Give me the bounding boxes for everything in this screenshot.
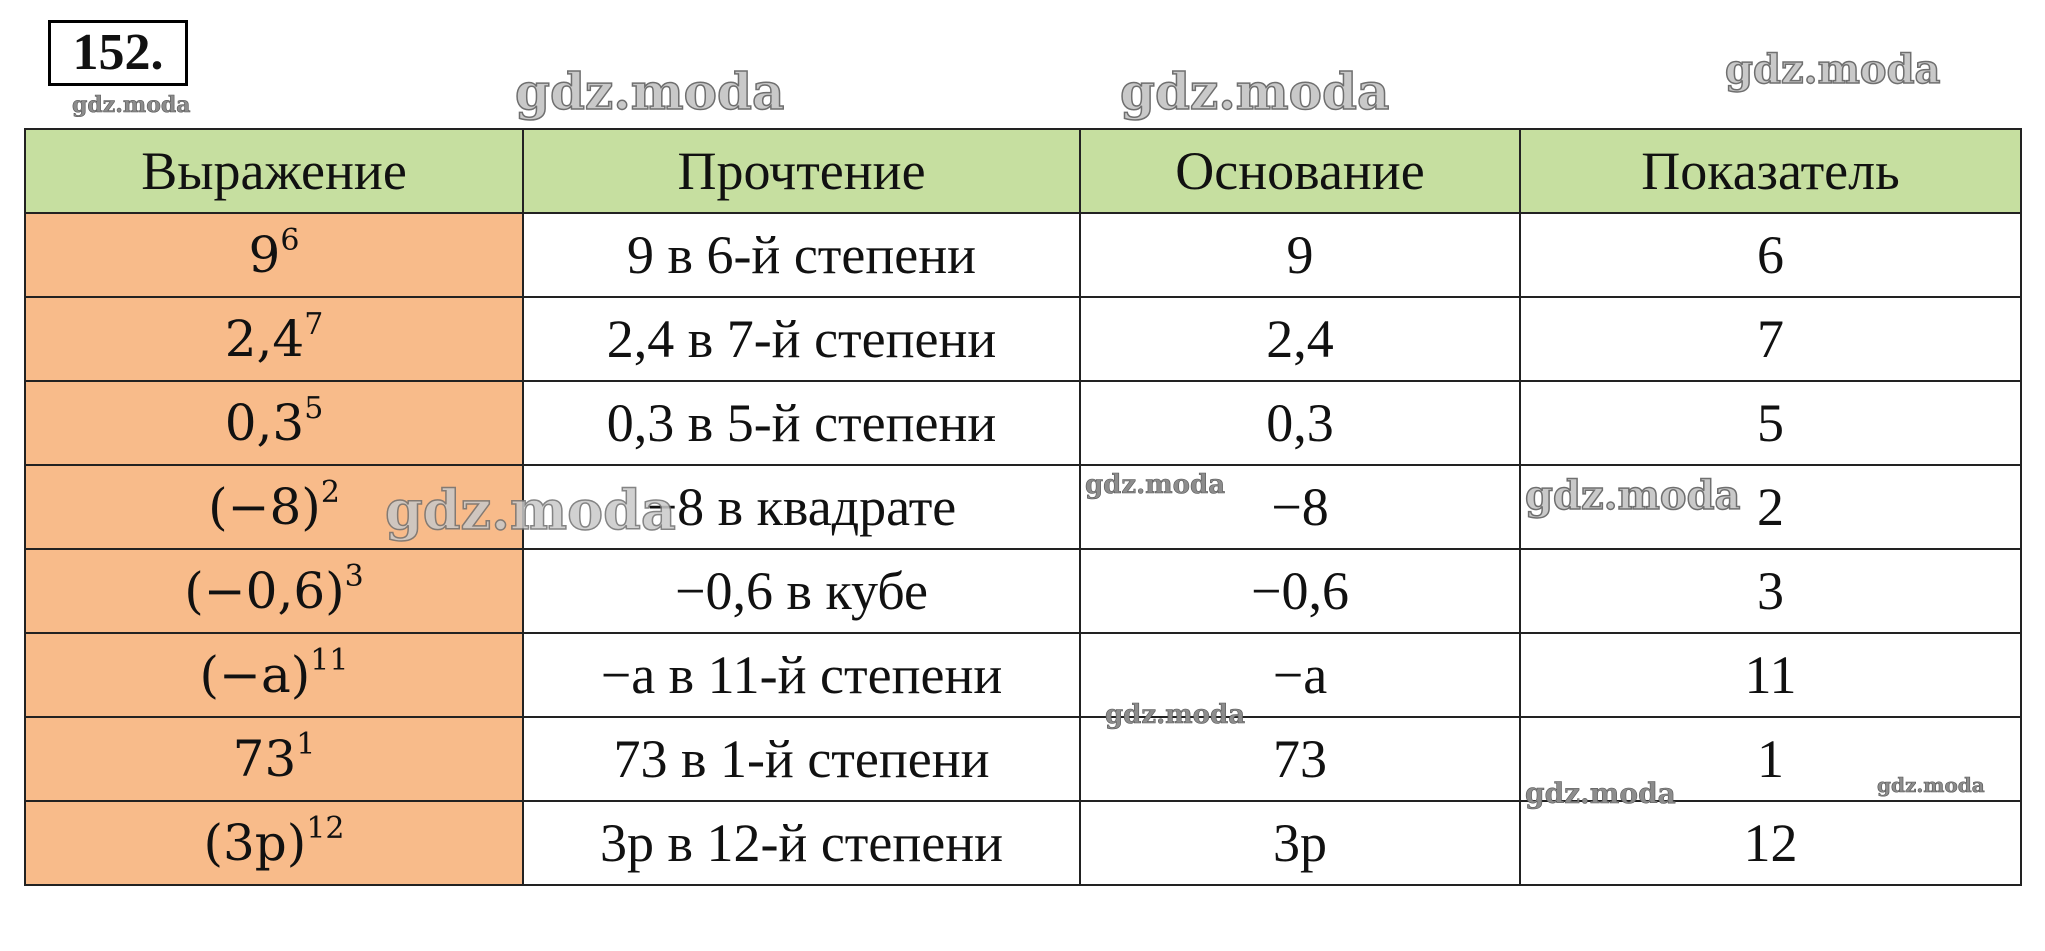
- expression-cell: [25, 297, 523, 381]
- watermark: gdz.moda: [1525, 777, 1676, 810]
- reading-cell: 9 в 6-й степени: [523, 213, 1080, 297]
- base-cell: −a: [1080, 633, 1520, 717]
- reading-cell: 73 в 1-й степени: [523, 717, 1080, 801]
- expression-exponent: 7: [304, 307, 324, 342]
- expression-base: 0,3: [224, 394, 305, 452]
- reading-cell: −8 в квадрате: [523, 465, 1080, 549]
- exponent-cell: 11: [1520, 633, 2021, 717]
- watermark: gdz.moda: [1085, 470, 1226, 500]
- expression-base: 2,4: [224, 310, 305, 368]
- expression-cell: [25, 717, 523, 801]
- exponent-cell: 7: [1520, 297, 2021, 381]
- expression-exponent: 11: [310, 643, 349, 678]
- header-exponent: Показатель: [1520, 129, 2021, 213]
- expression-exponent: 3: [344, 559, 364, 594]
- task-number: 152.: [48, 20, 188, 86]
- expression-base: (3p): [203, 814, 307, 872]
- expression-exponent: 12: [306, 811, 345, 846]
- base-cell: 0,3: [1080, 381, 1520, 465]
- expression-base: (−0,6): [184, 562, 345, 620]
- table-row: [25, 465, 2021, 549]
- exponent-cell: 12: [1520, 801, 2021, 885]
- table-row: [25, 549, 2021, 633]
- expression-exponent: 5: [304, 391, 324, 426]
- expression-cell: [25, 549, 523, 633]
- header-row: [25, 129, 2021, 213]
- watermark: gdz.moda: [1725, 46, 1941, 93]
- exponent-cell: 1: [1520, 717, 2021, 801]
- expression-base: (−a): [199, 646, 311, 704]
- table-row: [25, 717, 2021, 801]
- expression-exponent: 1: [296, 727, 316, 762]
- header-reading: Прочтение: [523, 129, 1080, 213]
- expression-base: (−8): [208, 478, 321, 536]
- base-cell: −8: [1080, 465, 1520, 549]
- expression-cell: [25, 381, 523, 465]
- expression-cell: [25, 465, 523, 549]
- base-cell: 9: [1080, 213, 1520, 297]
- exponent-cell: 5: [1520, 381, 2021, 465]
- watermark: gdz.moda: [1525, 472, 1741, 519]
- exponent-cell: 3: [1520, 549, 2021, 633]
- reading-cell: 0,3 в 5-й степени: [523, 381, 1080, 465]
- reading-cell: 2,4 в 7-й степени: [523, 297, 1080, 381]
- expression-base: 9: [248, 226, 281, 284]
- reading-cell: 3p в 12-й степени: [523, 801, 1080, 885]
- base-cell: 3p: [1080, 801, 1520, 885]
- header-expression: Выражение: [25, 129, 523, 213]
- watermark: gdz.moda: [385, 478, 676, 542]
- watermark: gdz.moda: [72, 92, 191, 118]
- watermark: gdz.moda: [1105, 700, 1246, 730]
- table-row: [25, 213, 2021, 297]
- table-row: [25, 297, 2021, 381]
- expression-base: 73: [232, 730, 297, 788]
- expression-exponent: 2: [320, 475, 340, 510]
- watermark: gdz.moda: [1120, 62, 1390, 121]
- watermark: gdz.moda: [1877, 773, 1985, 797]
- reading-cell: −a в 11-й степени: [523, 633, 1080, 717]
- expression-cell: [25, 801, 523, 885]
- table-row: [25, 381, 2021, 465]
- reading-cell: −0,6 в кубе: [523, 549, 1080, 633]
- table-row: [25, 801, 2021, 885]
- table-row: [25, 633, 2021, 717]
- base-cell: 73: [1080, 717, 1520, 801]
- expression-cell: [25, 633, 523, 717]
- base-cell: 2,4: [1080, 297, 1520, 381]
- exponent-cell: 6: [1520, 213, 2021, 297]
- base-cell: −0,6: [1080, 549, 1520, 633]
- expression-cell: [25, 213, 523, 297]
- header-base: Основание: [1080, 129, 1520, 213]
- watermark: gdz.moda: [515, 62, 785, 121]
- powers-table: [24, 128, 2022, 886]
- exponent-cell: 2: [1520, 465, 2021, 549]
- expression-exponent: 6: [280, 223, 300, 258]
